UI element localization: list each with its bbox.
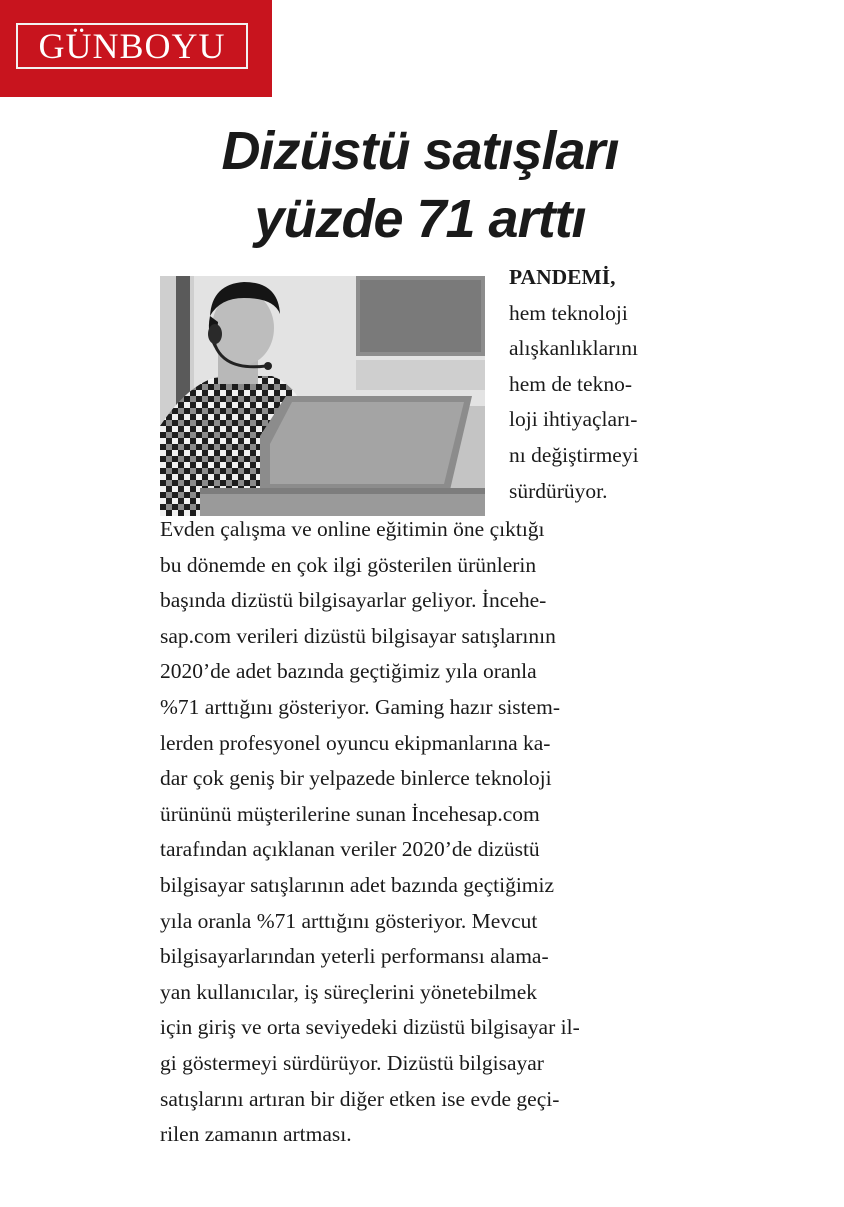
article-line: başında dizüstü bilgisayarlar geliyor. İncehe- [160,588,547,613]
article-line: dar çok geniş bir yelpazede binlerce teknoloji [160,766,552,791]
article-line: loji ihtiyaçları- [509,407,638,432]
article-line: bilgisayarlarından yeterli performansı alama- [160,944,549,969]
article-line: ürününü müşterilerine sunan İncehesap.com [160,801,540,826]
article-line: satışlarını artıran bir diğer etken ise evde geçi- [160,1086,560,1111]
headline-line-2: yüzde 71 arttı [254,189,586,249]
article-line: yan kullanıcılar, iş süreçlerini yönetebilmek [160,979,538,1004]
article-line: Evden çalışma ve online eğitimin öne çıktığı [160,517,545,541]
article-line: için giriş ve orta seviyedeki dizüstü bilgisayar il- [160,1015,580,1040]
article-line: bilgisayar satışlarının adet bazında geçtiğimiz [160,872,555,897]
article-photo [160,276,485,516]
article-line: alışkanlıklarını [509,336,638,361]
article-line: sürdürüyor. [509,478,608,503]
article-intro-column [509,260,639,509]
article-line: 2020’de adet bazında geçtiğimiz yıla oranla [160,659,537,684]
article-lead: PANDEMİ, [509,265,616,289]
masthead [0,0,272,97]
article-line: nı değiştirmeyi [509,442,639,467]
article-line: hem de tekno- [509,371,632,396]
article-line: tarafından açıklanan veriler 2020’de dizüstü [160,837,540,862]
article-body [160,512,580,1153]
article-line: %71 arttığını gösteriyor. Gaming hazır sistem- [160,694,561,719]
article-line: lerden profesyonel oyuncu ekipmanlarına ka- [160,730,551,755]
article-line: sap.com verileri dizüstü bilgisayar satışlarının [160,623,556,648]
article-line: rilen zamanın artması. [160,1122,352,1147]
man-with-headset-at-laptop-photo [160,276,485,516]
publication-name: GÜNBOYU [38,26,226,66]
article-line: hem teknoloji [509,300,628,325]
article-line: bu dönemde en çok ilgi gösterilen ürünlerin [160,552,537,577]
headline-line-1: Dizüstü satışları [221,121,619,181]
masthead-frame [16,23,248,69]
article-line: yıla oranla %71 arttığını gösteriyor. Mevcut [160,908,538,933]
article-line: gi göstermeyi sürdürüyor. Dizüstü bilgisayar [160,1050,544,1075]
